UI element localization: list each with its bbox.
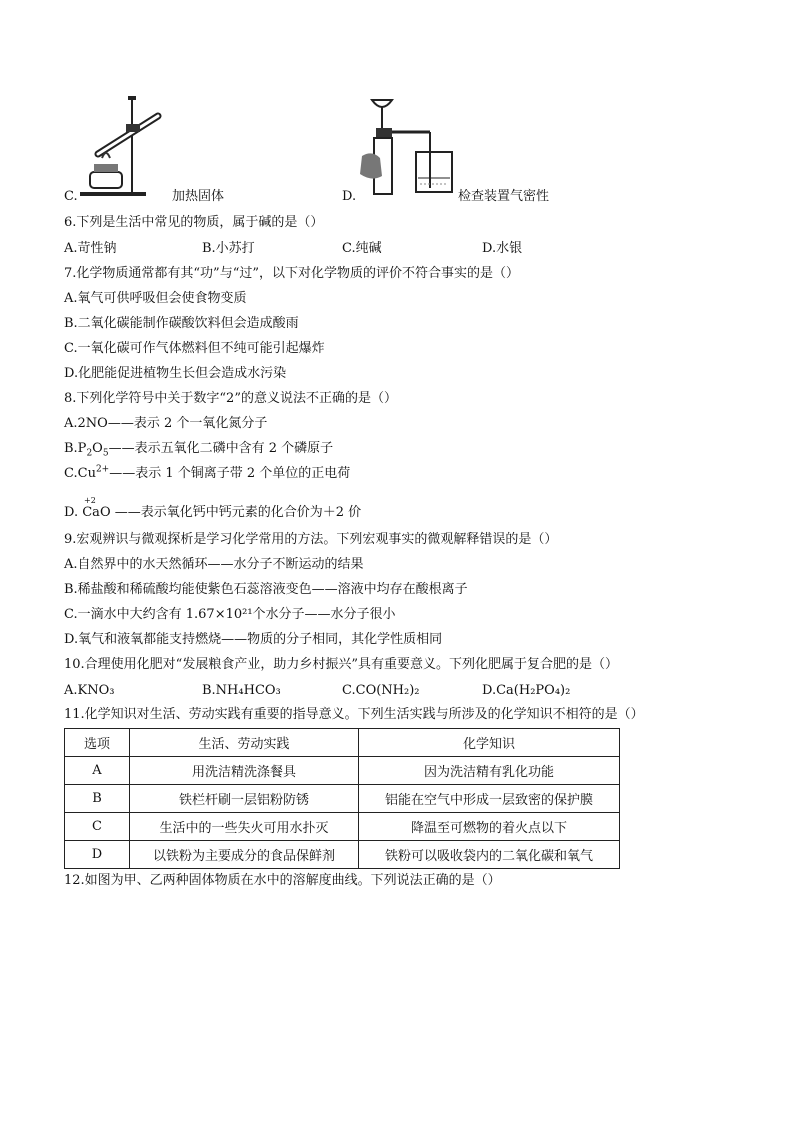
q9-option-c: C.一滴水中大约含有 1.67×10²¹个水分子——水分子很小 <box>64 607 396 622</box>
q8-option-b: $B.P_2O_5——$表示五氧化二磷中含有 2 个磷原子 <box>64 441 334 459</box>
table-row <box>65 813 620 841</box>
table-row <box>65 757 620 785</box>
column-header: 选项 <box>65 729 130 757</box>
q11-table <box>64 728 620 869</box>
q6-option-d: D.水银 <box>482 241 523 256</box>
table-row <box>65 785 620 813</box>
q6-stem: 6.下列是生活中常见的物质，属于碱的是（） <box>64 215 324 230</box>
table-cell: 铁粉可以吸收袋内的二氧化碳和氧气 <box>359 841 620 869</box>
q8-valence-mark: +2 <box>84 496 96 505</box>
q9-option-b: B.稀盐酸和稀硫酸均能使紫色石蕊溶液变色——溶液中均存在酸根离子 <box>64 582 468 597</box>
figure-c-caption: 加热固体 <box>172 189 225 204</box>
q10-stem: 10.合理使用化肥对“发展粮食产业，助力乡村振兴”具有重要意义。下列化肥属于复合肥的是（） <box>64 657 618 672</box>
column-header: 生活、劳动实践 <box>130 729 359 757</box>
column-header: 化学知识 <box>359 729 620 757</box>
table-cell: D <box>65 841 130 869</box>
table-cell: 降温至可燃物的着火点以下 <box>359 813 620 841</box>
table-cell: C <box>65 813 130 841</box>
q8-stem: 8.下列化学符号中关于数字“2”的意义说法不正确的是（） <box>64 391 397 406</box>
q9-option-a: A.自然界中的水天然循环——水分子不断运动的结果 <box>64 557 364 572</box>
figure-d-label: D. <box>342 189 357 204</box>
q7-option-d: D.化肥能促进植物生长但会造成水污染 <box>64 366 287 381</box>
airtightness-check-apparatus-image <box>356 92 456 198</box>
table-cell: A <box>65 757 130 785</box>
figure-d-caption: 检查装置气密性 <box>458 189 550 204</box>
q9-option-d: D.氧气和液氧都能支持燃烧——物质的分子相同，其化学性质相同 <box>64 632 443 647</box>
table-row <box>65 841 620 869</box>
q6-option-b: B.小苏打 <box>202 241 255 256</box>
q10-option-a: A.KNO₃ <box>64 683 115 698</box>
table-cell: 以铁粉为主要成分的食品保鲜剂 <box>130 841 359 869</box>
figure-c-label: C. <box>64 189 78 204</box>
q8-option-d: D. CaO ——表示氧化钙中钙元素的化合价为＋2 价 <box>64 505 362 520</box>
table-header-row <box>65 729 620 757</box>
q10-option-d: D.Ca(H₂PO₄)₂ <box>482 683 571 698</box>
q6-option-c: C.纯碱 <box>342 241 382 256</box>
table-cell: 铝能在空气中形成一层致密的保护膜 <box>359 785 620 813</box>
q7-stem: 7.化学物质通常都有其“功”与“过”，以下对化学物质的评价不符合事实的是（） <box>64 266 519 281</box>
table-cell: 用洗洁精洗涤餐具 <box>130 757 359 785</box>
q10-option-b: B.NH₄HCO₃ <box>202 683 281 698</box>
q8-option-a: A.2NO——表示 2 个一氧化氮分子 <box>64 416 268 431</box>
table-cell: 铁栏杆刷一层铝粉防锈 <box>130 785 359 813</box>
table-cell: 生活中的一些失火可用水扑灭 <box>130 813 359 841</box>
q8-option-c: $C.Cu^{2+}——$表示 1 个铜离子带 2 个单位的正电荷 <box>64 464 351 481</box>
heating-solid-apparatus-image <box>76 94 172 198</box>
q6-option-a: A.苛性钠 <box>64 241 117 256</box>
q7-option-b: B.二氧化碳能制作碳酸饮料但会造成酸雨 <box>64 316 299 331</box>
table-cell: 因为洗洁精有乳化功能 <box>359 757 620 785</box>
q9-stem: 9.宏观辨识与微观探析是学习化学常用的方法。下列宏观事实的微观解释错误的是（） <box>64 532 558 547</box>
q11-stem: 11.化学知识对生活、劳动实践有重要的指导意义。下列生活实践与所涉及的化学知识不相符的是（） <box>64 707 644 722</box>
q12-stem: 12.如图为甲、乙两种固体物质在水中的溶解度曲线。下列说法正确的是（） <box>64 873 501 888</box>
q10-option-c: C.CO(NH₂)₂ <box>342 683 420 698</box>
q7-option-a: A.氧气可供呼吸但会使食物变质 <box>64 291 247 306</box>
q7-option-c: C.一氧化碳可作气体燃料但不纯可能引起爆炸 <box>64 341 325 356</box>
table-cell: B <box>65 785 130 813</box>
